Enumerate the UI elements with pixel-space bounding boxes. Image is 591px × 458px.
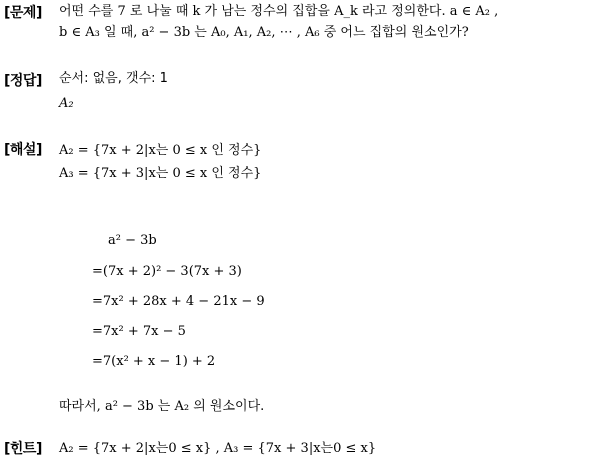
solution-step-3: =7x² + 7x − 5 — [92, 324, 186, 339]
problem-line-2: b ∈ A₃ 일 때, a² − 3b 는 A₀, A₁, A₂, ⋯ , A₆ 중 어느 집합의 원소인가? — [59, 25, 469, 40]
answer-meta: 순서: 없음, 갯수: 1 — [59, 71, 168, 86]
solution-step-2: =7x² + 28x + 4 − 21x − 9 — [92, 294, 265, 309]
solution-def-a3: A₃ = {7x + 3|x는 0 ≤ x 인 정수} — [59, 166, 262, 181]
answer-value: A₂ — [59, 96, 74, 111]
problem-line-1: 어떤 수를 7 로 나눌 때 k 가 남는 정수의 집합을 A_k 라고 정의한다. a ∈ A₂ , — [59, 4, 499, 19]
solution-step-4: =7(x² + x − 1) + 2 — [92, 354, 216, 369]
problem-label: [문제] — [4, 5, 42, 21]
solution-conclusion: 따라서, a² − 3b 는 A₂ 의 원소이다. — [59, 399, 265, 414]
hint-text: A₂ = {7x + 2|x는0 ≤ x} , A₃ = {7x + 3|x는0 ≤ x} — [59, 441, 377, 456]
answer-label: [정답] — [4, 73, 42, 89]
solution-label: [해설] — [4, 142, 42, 158]
hint-label: [힌트] — [4, 441, 42, 457]
solution-expression: a² − 3b — [108, 233, 157, 248]
solution-step-1: =(7x + 2)² − 3(7x + 3) — [92, 264, 242, 279]
solution-def-a2: A₂ = {7x + 2|x는 0 ≤ x 인 정수} — [59, 143, 262, 158]
